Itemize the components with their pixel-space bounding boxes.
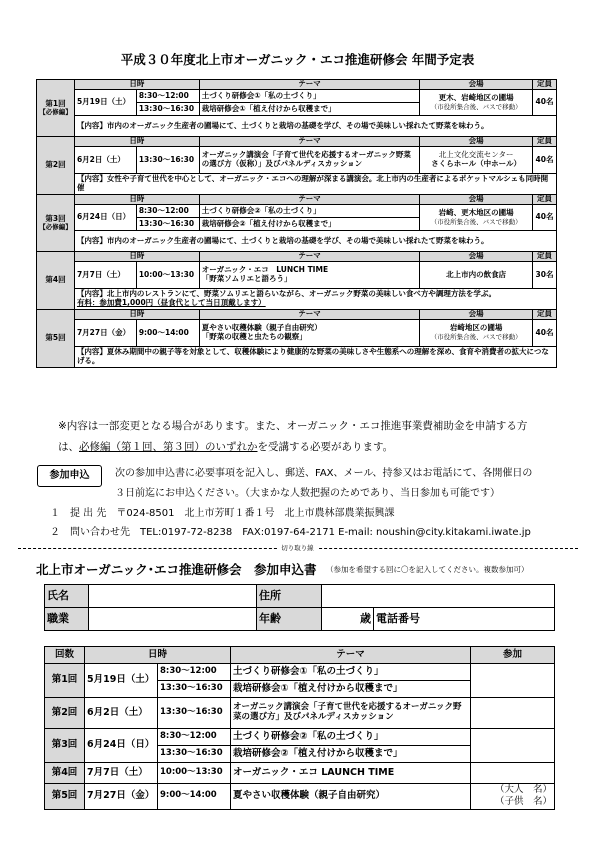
header-theme: テーマ: [199, 310, 420, 320]
header-date: 日時: [74, 137, 199, 147]
reg-date-3: 6月24日（日）: [85, 729, 158, 763]
session-4-label: 第4回: [37, 252, 75, 310]
reg-time-3b: 13:30～16:30: [158, 746, 231, 763]
reg-time-1b: 13:30～16:30: [158, 681, 231, 698]
page-title: 平成３０年度北上市オーガニック・エコ推進研修会 年間予定表: [120, 52, 475, 67]
session-4-venue: 北上市内の飲食店: [420, 262, 533, 289]
session-2-label: 第2回: [37, 137, 75, 195]
session-2-date: 6月2日（土）: [74, 147, 136, 174]
session-3-theme-2: 栽培研修会②「植え付けから収穫まで」: [199, 218, 420, 231]
session-1-date: 5月19日（土）: [74, 90, 136, 116]
reg-theme-3a: 土づくり研修会②「私の土づくり」: [231, 729, 471, 746]
form-hint: （参加を希望する回に〇を記入してください。複数参加可）: [326, 565, 529, 574]
registration-table: [44, 646, 555, 810]
address-field[interactable]: [322, 585, 555, 608]
session-2-capacity: 40名: [533, 147, 557, 174]
session-1-theme-2: 栽培研修会①「植え付けから収穫まで」: [199, 103, 420, 116]
session-4-time: 10:00～13:30: [136, 262, 199, 289]
session-1-time-2: 13:30～16:30: [136, 103, 199, 116]
header-venue: 会場: [420, 252, 533, 262]
reg-date-5: 7月27日（金）: [85, 784, 158, 810]
session-3-content: 【内容】市内のオーガニック生産者の圃場にて、土づくりと栽培の基礎を学び、その場で美味しい採れたて野菜を味わう。: [74, 231, 556, 252]
apply-instructions: 次の参加申込書に必要事項を記入し、郵送、FAX、メール、持参又はお電話にて、各開催日の ３日前迄にお申込ください。（大まかな人数把握のためであり、当日参加も可能です）: [115, 468, 533, 499]
apply-label: 参加申込: [37, 465, 102, 487]
session-3-label: 第3回 【必修編】: [37, 195, 75, 252]
session-4-date: 7月7日（土）: [74, 262, 136, 289]
reg-time-2: 13:30～16:30: [158, 698, 231, 729]
age-field[interactable]: 歳: [322, 608, 374, 631]
session-4-content: 【内容】北上市内のレストランにて、野菜ソムリエと語らいながら、オーガニック野菜の美味しい食べ方や調理方法を学ぶ。 有料：参加費1,000円（昼食代として当日頂戴します）: [74, 289, 556, 310]
header-theme: テーマ: [199, 252, 420, 262]
form-title: 北上市オーガニック･エコ推進研修会 参加申込書: [36, 562, 317, 577]
job-field[interactable]: [89, 608, 257, 631]
header-theme: テーマ: [199, 137, 420, 147]
session-5-time: 9:00～14:00: [136, 320, 199, 347]
phone-cell[interactable]: [374, 608, 555, 631]
reg-time-3a: 8:30～12:00: [158, 729, 231, 746]
header-venue: 会場: [420, 195, 533, 205]
reg-date-4: 7月7日（土）: [85, 763, 158, 784]
session-2-time: 13:30～16:30: [136, 147, 199, 174]
session-1-time-1: 8:30～12:00: [136, 90, 199, 103]
reg-join-4[interactable]: [471, 763, 555, 784]
reg-theme-4: オーガニック・エコ LAUNCH TIME: [231, 763, 471, 784]
reg-time-5: 9:00～14:00: [158, 784, 231, 810]
reg-time-1a: 8:30～12:00: [158, 664, 231, 681]
session-3-capacity: 40名: [533, 205, 557, 231]
session-3-theme-1: 土づくり研修会②「私の土づくり」: [199, 205, 420, 218]
header-theme: テーマ: [199, 195, 420, 205]
cut-line-label: 切り取り線: [0, 543, 595, 552]
reg-theme-5: 夏やさい収穫体験（親子自由研究）: [231, 784, 471, 810]
header-venue: 会場: [420, 80, 533, 90]
reg-theme-2: オーガニック講演会「子育て世代を応援するオーガニック野菜の選び方」及びパネルディスカッション: [231, 698, 471, 729]
session-4-theme: オーガニック・エコ LUNCH TIME 「野菜ソムリエと語ろう」: [199, 262, 420, 289]
applicant-info-table: [44, 584, 555, 631]
reg-header-date: 日時: [85, 647, 231, 664]
schedule-table: [36, 79, 557, 368]
notice: [58, 416, 553, 458]
header-date: 日時: [74, 252, 199, 262]
reg-round-4: 第4回: [45, 763, 85, 784]
header-capacity: 定員: [533, 195, 557, 205]
header-capacity: 定員: [533, 80, 557, 90]
notice-line-1: ※内容は一部変更となる場合があります。また、オーガニック・エコ推進事業費補助金を申請する方: [58, 420, 528, 432]
session-5-content: 【内容】夏休み期間中の親子等を対象として、収穫体験により健康的な野菜の美味しさや生態系への理解を深め、食育や消費者の拡大につなげる。: [74, 347, 556, 368]
reg-theme-3b: 栽培研修会②「植え付けから収穫まで」: [231, 746, 471, 763]
reg-round-1: 第1回: [45, 664, 85, 698]
reg-header-round: 回数: [45, 647, 85, 664]
header-capacity: 定員: [533, 252, 557, 262]
header-date: 日時: [74, 80, 199, 90]
reg-join-3[interactable]: [471, 729, 555, 763]
reg-join-1[interactable]: [471, 664, 555, 698]
reg-date-1: 5月19日（土）: [85, 664, 158, 698]
session-3-time-1: 8:30～12:00: [136, 205, 199, 218]
reg-theme-1a: 土づくり研修会①「私の土づくり」: [231, 664, 471, 681]
reg-round-2: 第2回: [45, 698, 85, 729]
address-label: 住所: [257, 585, 322, 608]
notice-line-2: は、必修編（第１回、第３回）のいずれかを受講する必要があります。: [58, 441, 394, 453]
session-1-venue: 更木、岩崎地区の圃場 （市役所集合後、バスで移動）: [420, 90, 533, 116]
phone-label: 電話番号: [376, 611, 420, 625]
reg-round-5: 第5回: [45, 784, 85, 810]
session-2-venue: 北上文化交流センター さくらホール（中ホール）: [420, 147, 533, 174]
name-label: 氏名: [45, 585, 89, 608]
session-3-date: 6月24日（日）: [74, 205, 136, 231]
header-date: 日時: [74, 310, 199, 320]
header-date: 日時: [74, 195, 199, 205]
reg-join-2[interactable]: [471, 698, 555, 729]
session-5-venue: 岩崎地区の圃場 （市役所集合後、バスで移動）: [420, 320, 533, 347]
session-3-venue: 岩崎、更木地区の圃場 （市役所集合後、バスで移動）: [420, 205, 533, 231]
header-theme: テーマ: [199, 80, 420, 90]
session-1-theme-1: 土づくり研修会①「私の土づくり」: [199, 90, 420, 103]
session-2-content: 【内容】女性や子育て世代を中心として、オーガニック・エコへの理解が深まる講演会。北上市内の生産者によるポケットマルシェも同時開催: [74, 174, 556, 195]
contact-info: ２ 問い合わせ先 TEL:0197-72-8238 FAX:0197-64-2171 E-mail: noushin@city.kitakami.iwate.jp: [50, 527, 531, 538]
age-label: 年齢: [257, 608, 322, 631]
session-4-capacity: 30名: [533, 262, 557, 289]
session-1-label: 第1回 【必修編】: [37, 80, 75, 137]
header-capacity: 定員: [533, 310, 557, 320]
session-5-theme: 夏やさい収穫体験（親子自由研究） 「野菜の収穫と虫たちの観察」: [199, 320, 420, 347]
job-label: 職業: [45, 608, 89, 631]
reg-date-2: 6月2日（土）: [85, 698, 158, 729]
session-5-date: 7月27日（金）: [74, 320, 136, 347]
header-venue: 会場: [420, 310, 533, 320]
reg-time-4: 10:00～13:30: [158, 763, 231, 784]
submit-address: １ 提 出 先 〒024-8501 北上市芳町１番１号 北上市農林部農業振興課: [50, 508, 395, 519]
reg-header-join: 参加: [471, 647, 555, 664]
header-capacity: 定員: [533, 137, 557, 147]
reg-join-5[interactable]: （大人 名） （子供 名）: [471, 784, 555, 810]
reg-header-theme: テーマ: [231, 647, 471, 664]
session-5-capacity: 40名: [533, 320, 557, 347]
session-2-theme: オーガニック講演会「子育て世代を応援するオーガニック野菜の選び方（仮称）」及びパネルディスカッション: [199, 147, 420, 174]
name-field[interactable]: [89, 585, 257, 608]
session-1-capacity: 40名: [533, 90, 557, 116]
session-3-time-2: 13:30～16:30: [136, 218, 199, 231]
session-1-content: 【内容】市内のオーガニック生産者の圃場にて、土づくりと栽培の基礎を学び、その場で美味しい採れたて野菜を味わう。: [74, 116, 556, 137]
header-venue: 会場: [420, 137, 533, 147]
session-5-label: 第5回: [37, 310, 75, 368]
reg-theme-1b: 栽培研修会①「植え付けから収穫まで」: [231, 681, 471, 698]
reg-round-3: 第3回: [45, 729, 85, 763]
